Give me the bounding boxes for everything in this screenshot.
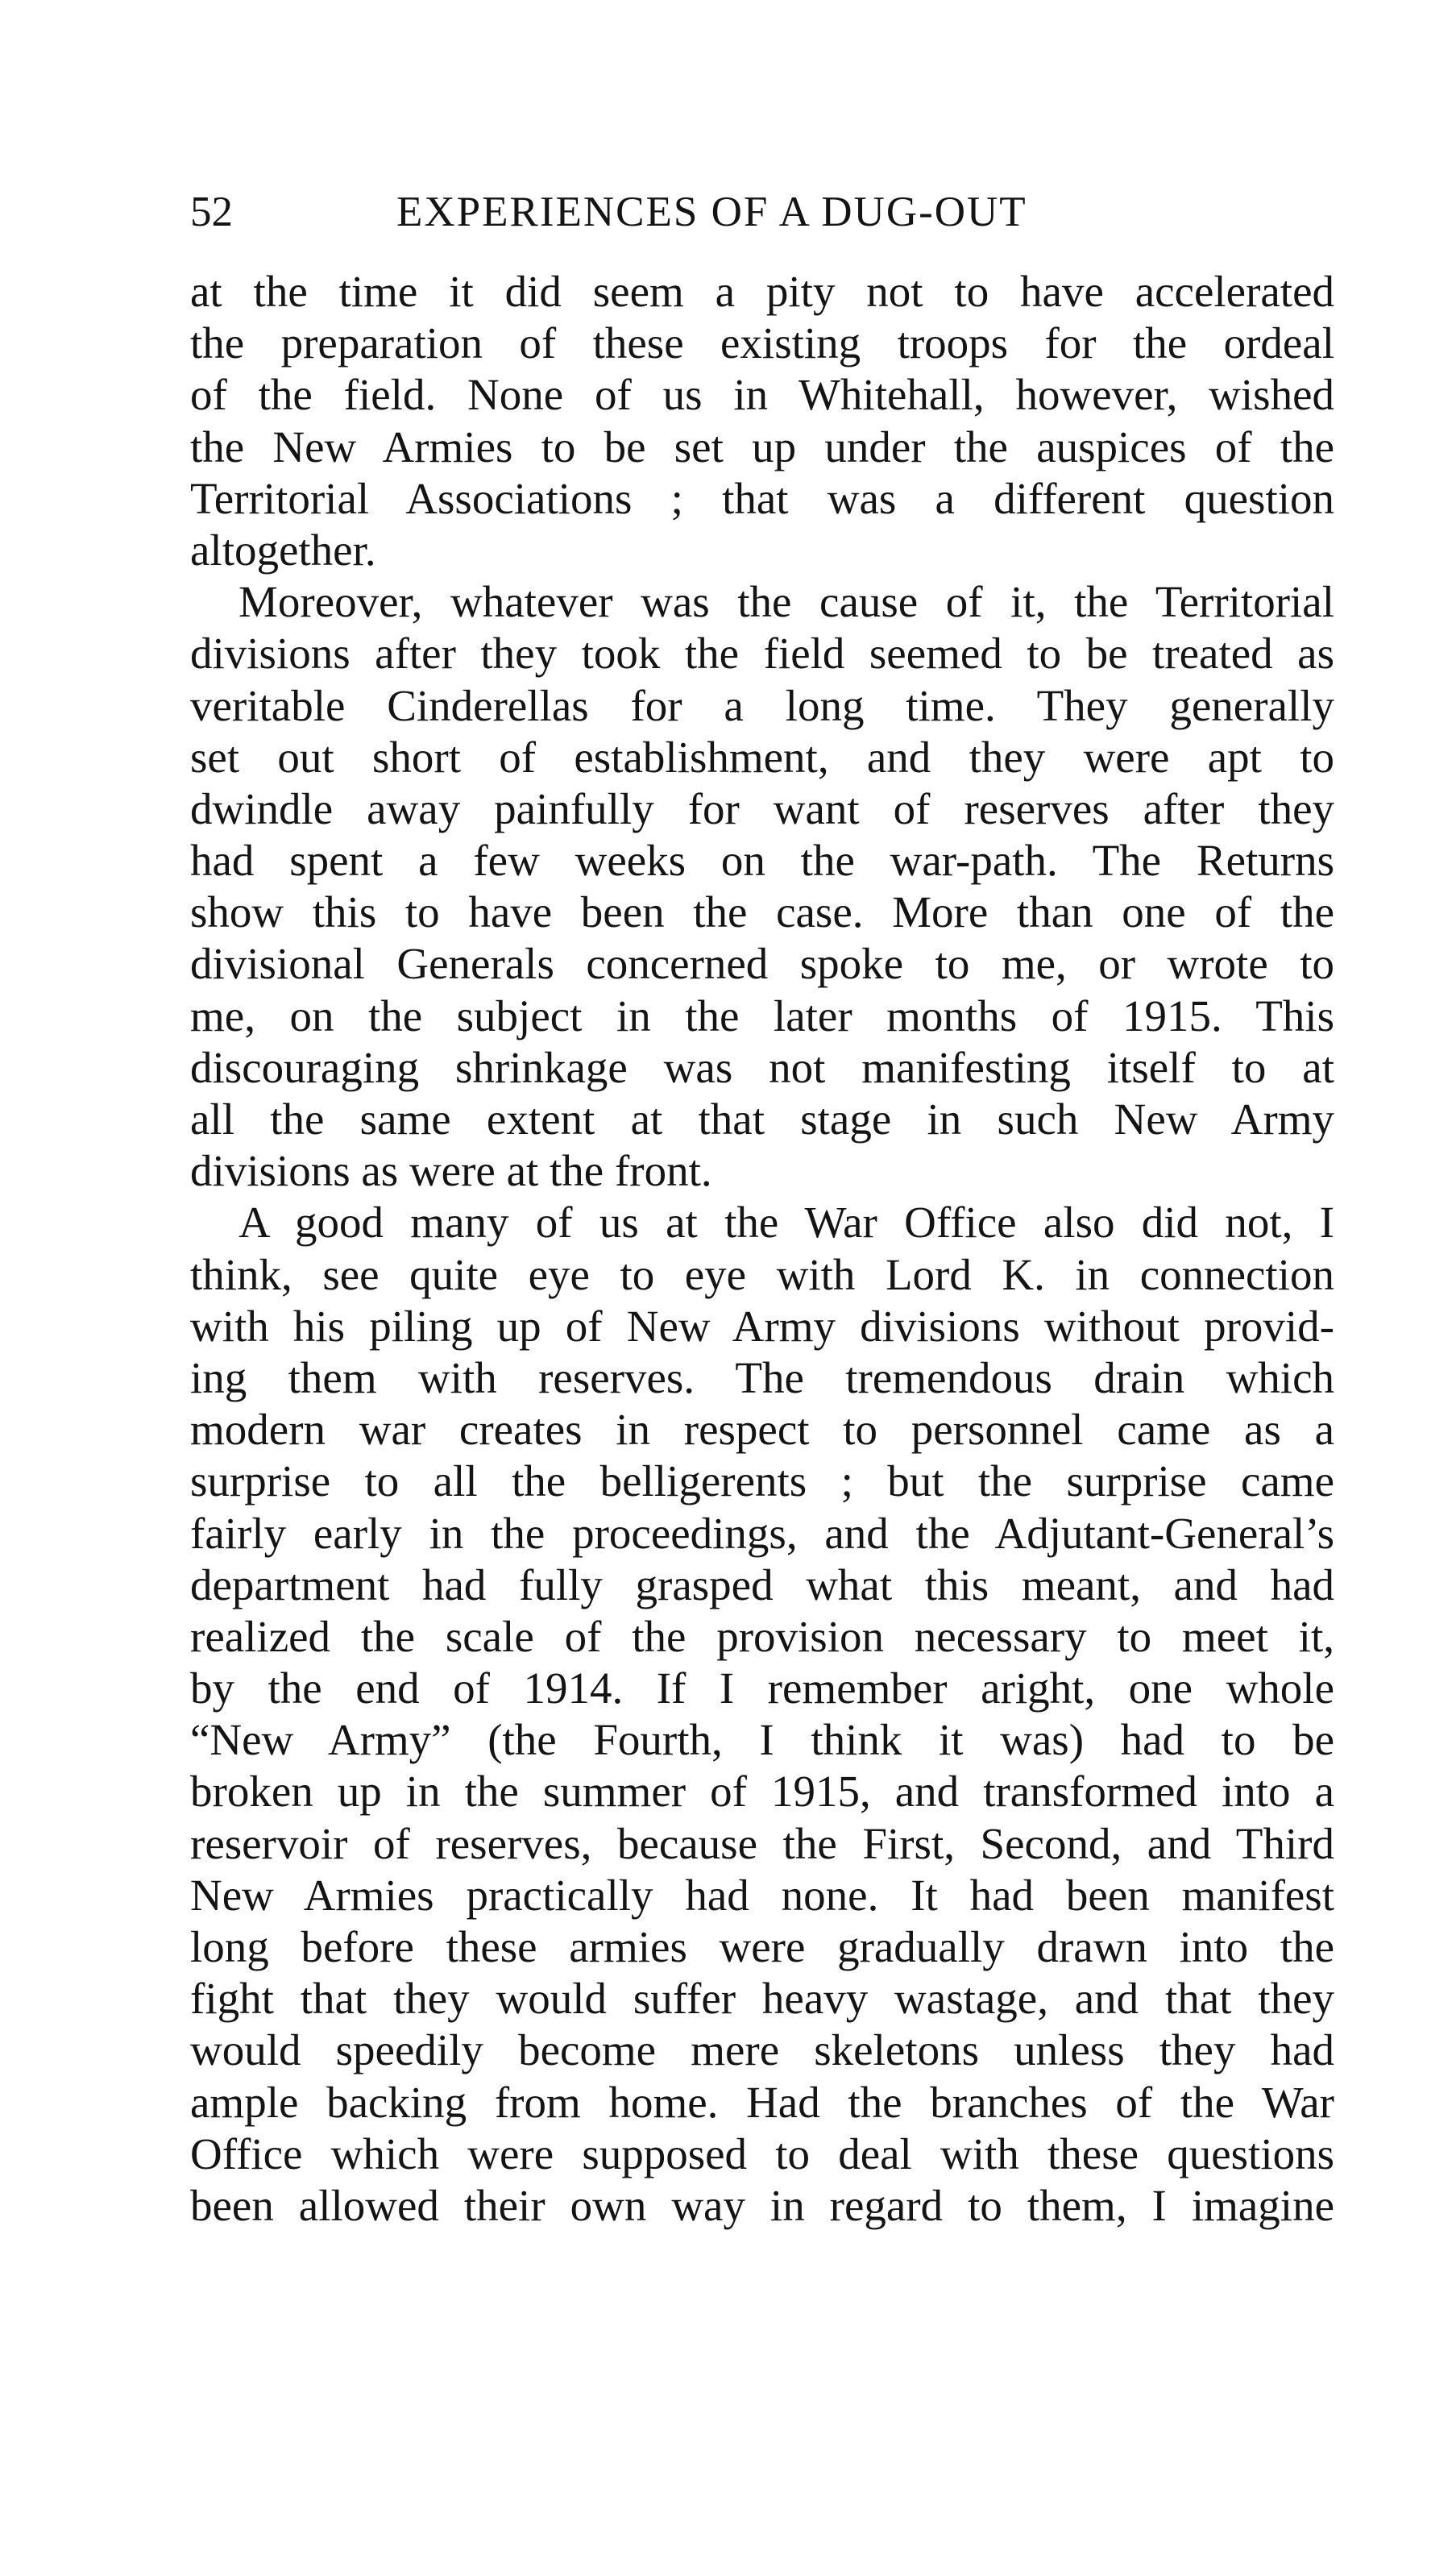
text-line: at the time it did seem a pity not to have accelerated [190,267,1334,316]
text-line: divisions after they took the field seemed to be treated as [190,629,1334,679]
paragraph [190,1197,1334,2232]
text-line: with his piling up of New Army divisions without provid- [190,1301,1334,1351]
text-line: all the same extent at that stage in such New Army [190,1094,1334,1144]
text-line: department had fully grasped what this meant, and had [190,1559,1334,1609]
text-line: divisions as were at the front. [190,1146,712,1196]
text-line: would speedily become mere skeletons unless they had [190,2025,1334,2075]
text-line: ample backing from home. Had the branches of the War [190,2077,1334,2127]
text-line: the preparation of these existing troops for the ordeal [190,318,1334,368]
text-line: Moreover, whatever was the cause of it, the Territorial [239,577,1334,627]
text-line: ing them with reserves. The tremendous drain which [190,1352,1334,1402]
text-line: A good many of us at the War Office also did not, I [239,1198,1334,1248]
text-line: Territorial Associations ; that was a different question [190,473,1334,523]
text-line: fairly early in the proceedings, and the Adjutant-General’s [190,1508,1334,1558]
text-line: modern war creates in respect to personnel came as a [190,1405,1334,1455]
paragraph [190,576,1334,1197]
text-line: New Armies practically had none. It had been manifest [190,1870,1334,1920]
text-line: set out short of establishment, and they were apt to [190,732,1334,782]
text-line: by the end of 1914. If I remember aright, one whole [190,1663,1334,1713]
text-line: “New Army” (the Fourth, I think it was) had to be [190,1715,1334,1765]
body-text [190,266,1334,2232]
text-line: of the field. None of us in Whitehall, however, wished [190,370,1334,420]
text-line: think, see quite eye to eye with Lord K. in connection [190,1249,1334,1299]
page-header [190,184,1334,240]
text-line: divisional Generals concerned spoke to me, or wrote to [190,939,1334,989]
text-line: the New Armies to be set up under the auspices of the [190,422,1334,471]
text-line: show this to have been the case. More than one of the [190,887,1334,937]
running-title: EXPERIENCES OF A DUG-OUT [396,189,1027,235]
text-line: veritable Cinderellas for a long time. They generally [190,680,1334,730]
text-line: been allowed their own way in regard to them, I imagine [190,2180,1334,2230]
text-line: broken up in the summer of 1915, and transformed into a [190,1767,1334,1817]
text-line: surprise to all the belligerents ; but the surprise came [190,1456,1334,1506]
text-line: dwindle away painfully for want of reserves after they [190,783,1334,833]
text-line: me, on the subject in the later months of 1915. This [190,990,1334,1040]
text-line: realized the scale of the provision necessary to meet it, [190,1611,1334,1661]
text-line: altogether. [190,525,376,575]
text-line: reservoir of reserves, because the First, Second, and Third [190,1818,1334,1868]
page-number: 52 [190,189,233,235]
text-line: fight that they would suffer heavy wastage, and that they [190,1974,1334,2024]
text-line: long before these armies were gradually drawn into the [190,1922,1334,1971]
text-line: had spent a few weeks on the war-path. The Returns [190,836,1334,886]
paragraph [190,266,1334,576]
text-line: discouraging shrinkage was not manifesting itself to at [190,1042,1334,1092]
text-line: Office which were supposed to deal with these questions [190,2128,1334,2178]
